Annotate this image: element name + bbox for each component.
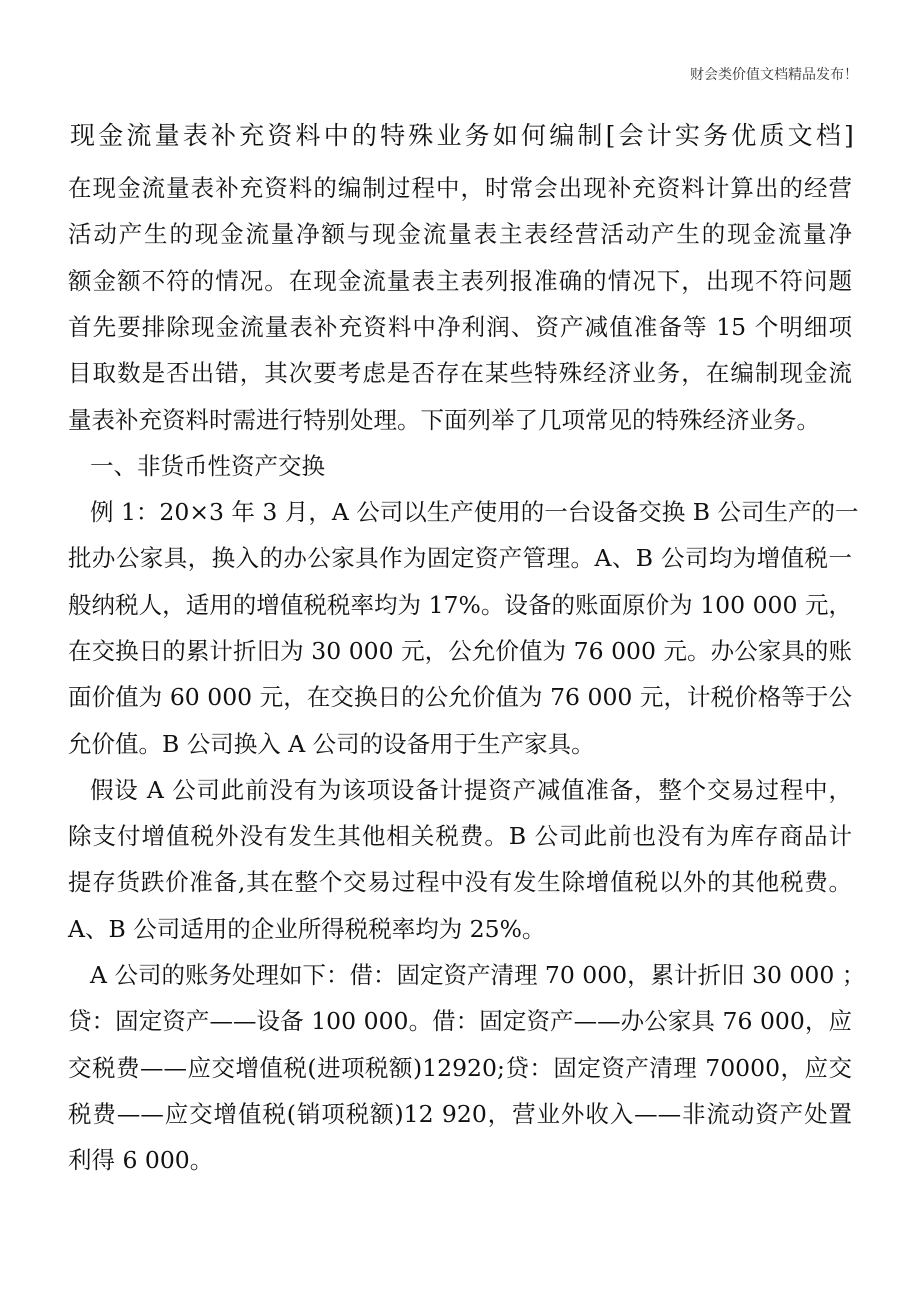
paragraph-3-line: 除支付增值税外没有发生其他相关税费。B 公司此前也没有为库存商品计 <box>68 822 852 850</box>
paragraph-2-line: 例 1：20×3 年 3 月，A 公司以生产使用的一台设备交换 B 公司生产的一 <box>90 498 859 526</box>
paragraph-1-line: 一、非货币性资产交换 <box>90 452 325 480</box>
paragraph-4-line: 贷：固定资产——设备 100 000。借：固定资产——办公家具 76 000，应 <box>68 1007 852 1035</box>
paragraph-0-line: 在现金流量表补充资料的编制过程中，时常会出现补充资料计算出的经营 <box>68 174 852 202</box>
paragraph-2-line: 在交换日的累计折旧为 30 000 元，公允价值为 76 000 元。办公家具的账 <box>68 637 852 665</box>
paragraph-0-line: 活动产生的现金流量净额与现金流量表主表经营活动产生的现金流量净 <box>68 220 852 248</box>
paragraph-0-line: 量表补充资料时需进行特别处理。下面列举了几项常见的特殊经济业务。 <box>68 406 820 434</box>
paragraph-4-line: 利得 6 000。 <box>68 1146 214 1174</box>
paragraph-3-line: A、B 公司适用的企业所得税税率均为 25%。 <box>68 915 546 943</box>
paragraph-2-line: 般纳税人，适用的增值税税率均为 17%。设备的账面原价为 100 000 元， <box>68 591 852 619</box>
paragraph-0-line: 额金额不符的情况。在现金流量表主表列报准确的情况下，出现不符问题 <box>68 267 852 295</box>
paragraph-2-line: 批办公家具，换入的办公家具作为固定资产管理。A、B 公司均为增值税一 <box>68 544 852 572</box>
header-note: 财会类价值文档精品发布！ <box>690 67 858 83</box>
paragraph-2-line: 面价值为 60 000 元，在交换日的公允价值为 76 000 元，计税价格等于公 <box>68 683 852 711</box>
paragraph-3-line: 假设 A 公司此前没有为该项设备计提资产减值准备，整个交易过程中， <box>90 776 852 804</box>
paragraph-4-line: 税费——应交增值税(销项税额)12 920，营业外收入——非流动资产处置 <box>68 1100 852 1128</box>
paragraph-0-line: 首先要排除现金流量表补充资料中净利润、资产减值准备等 15 个明细项 <box>68 313 852 341</box>
paragraph-4-line: 交税费——应交增值税(进项税额)12920;贷：固定资产清理 70000，应交 <box>68 1054 852 1082</box>
paragraph-4-line: A 公司的账务处理如下：借：固定资产清理 70 000，累计折旧 30 000 ； <box>90 961 866 989</box>
paragraph-2-line: 允价值。B 公司换入 A 公司的设备用于生产家具。 <box>68 730 595 758</box>
document-title: 现金流量表补充资料中的特殊业务如何编制[会计实务优质文档] <box>70 121 854 150</box>
paragraph-0-line: 目取数是否出错，其次要考虑是否存在某些特殊经济业务，在编制现金流 <box>68 359 852 387</box>
paragraph-3-line: 提存货跌价准备,其在整个交易过程中没有发生除增值税以外的其他税费。 <box>68 868 852 896</box>
